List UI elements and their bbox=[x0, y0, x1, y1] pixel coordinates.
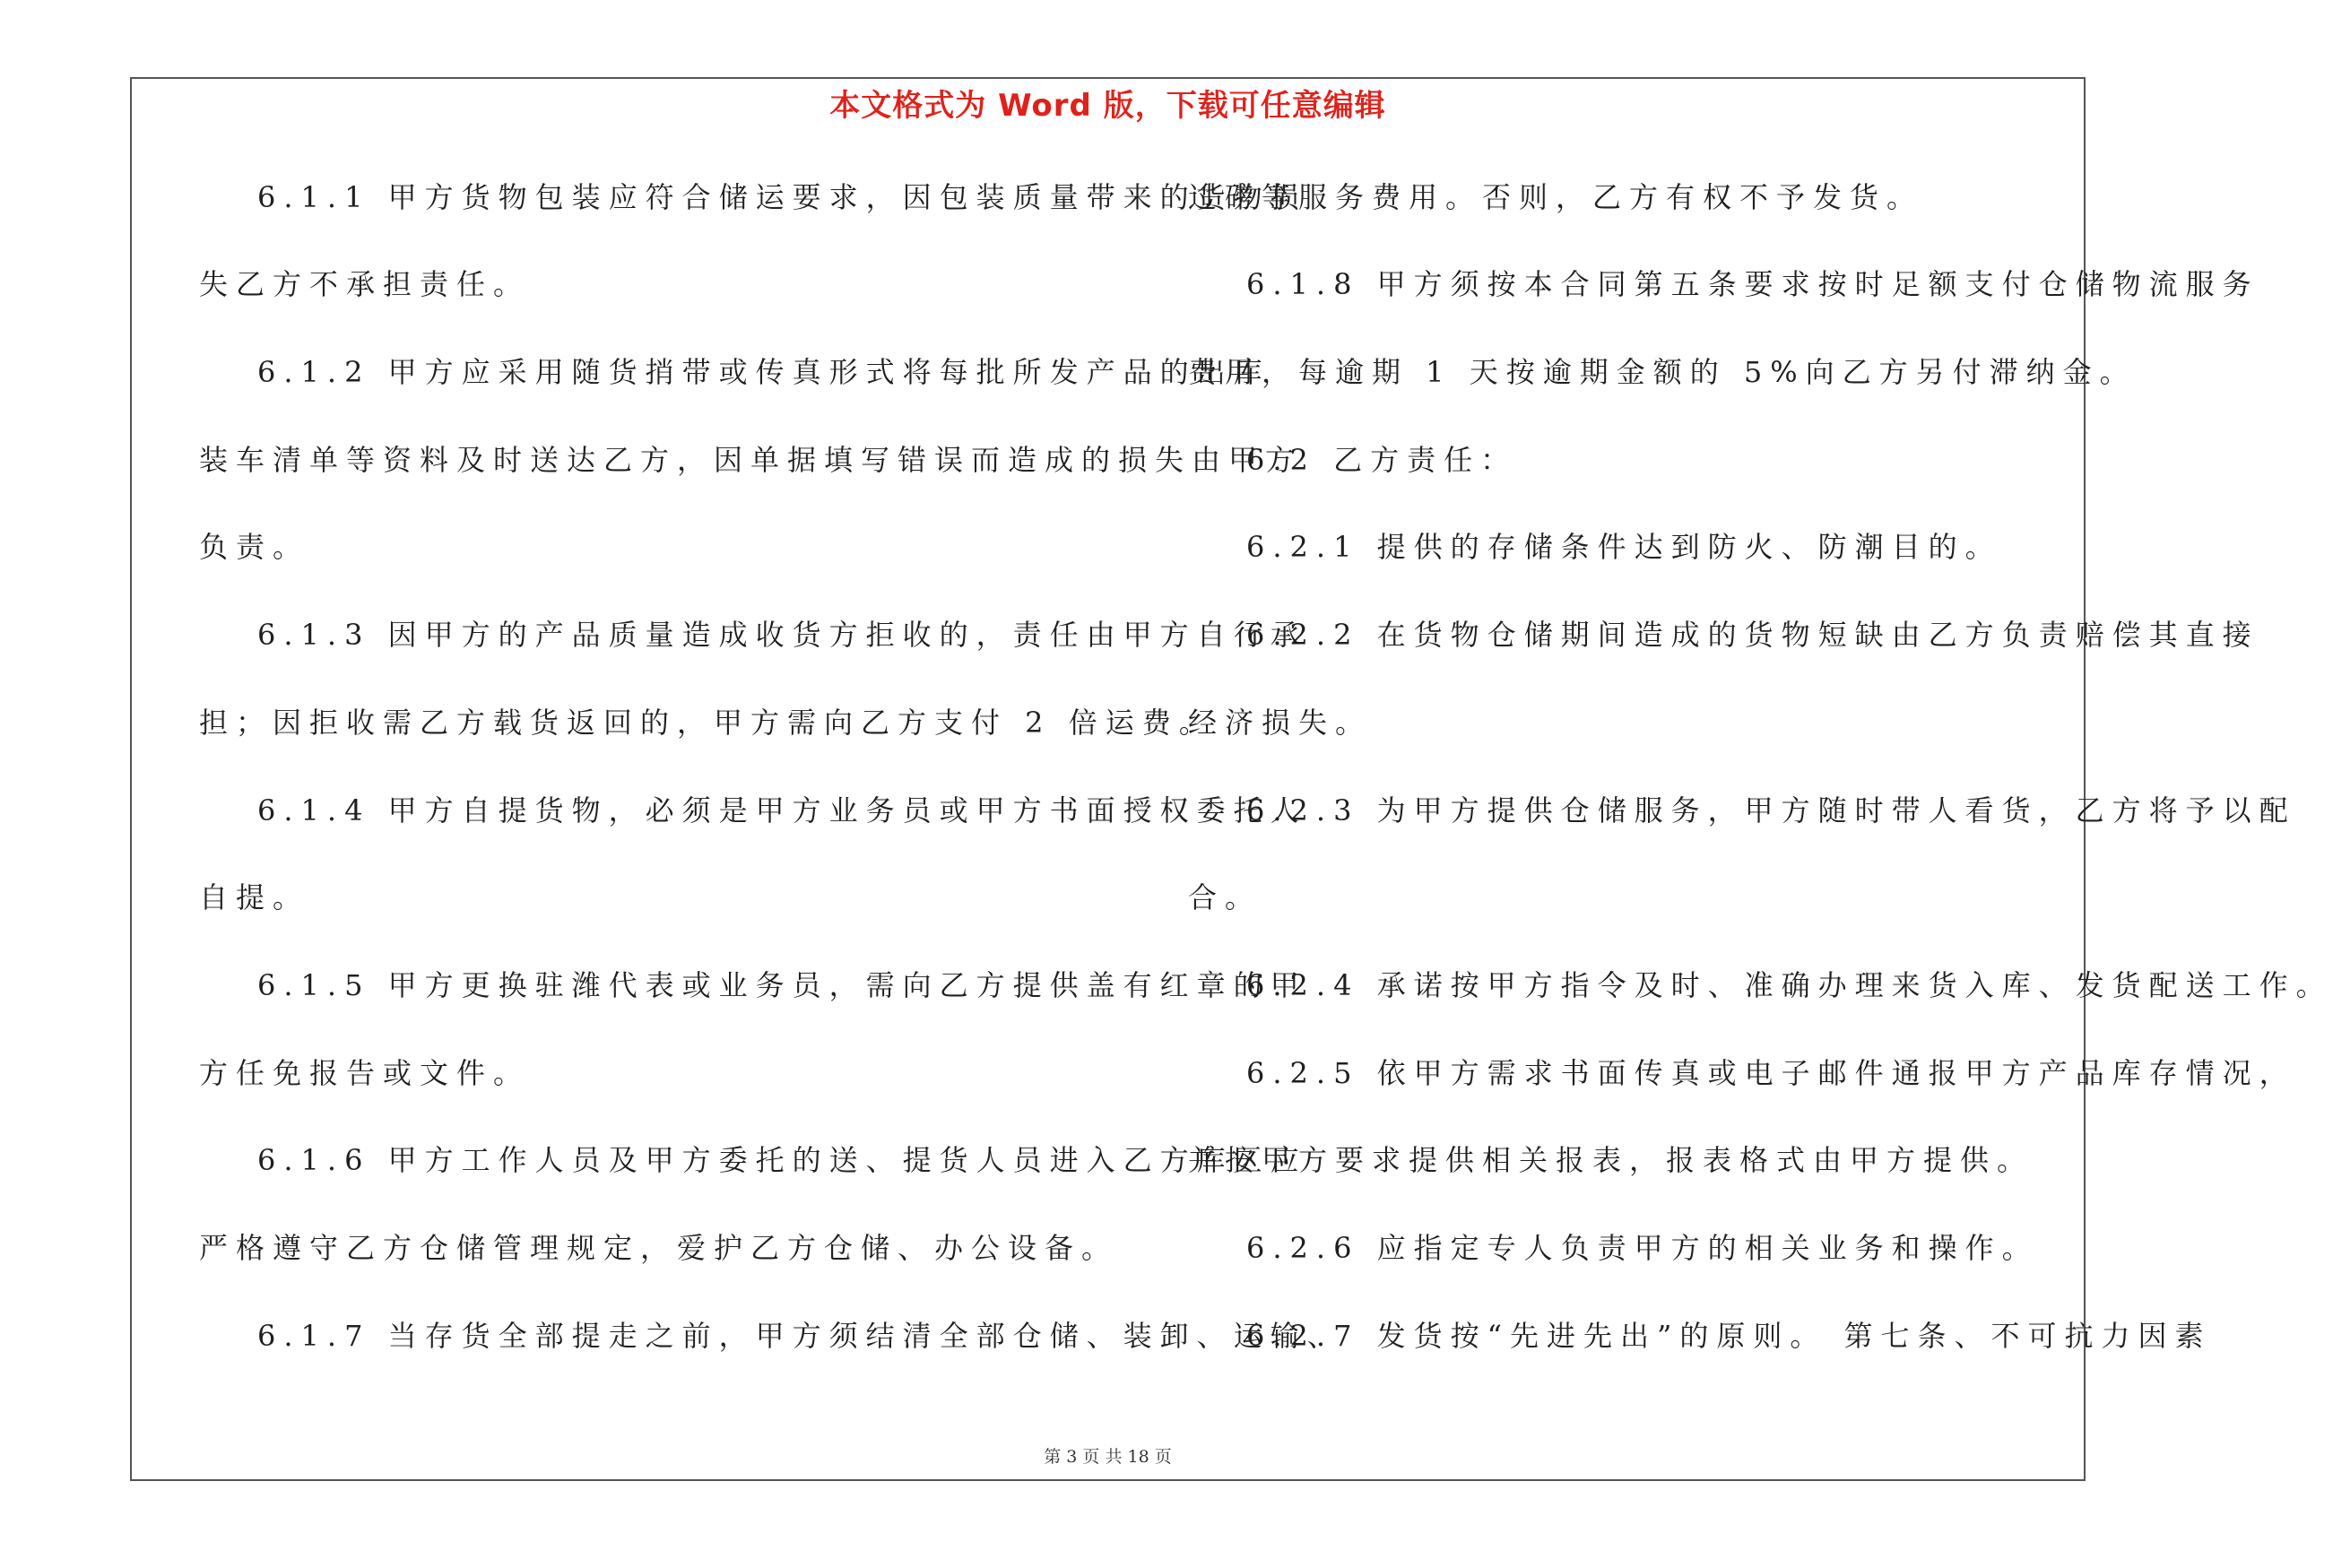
paragraph-line: 过磅等服务费用。否则，乙方有权不予发货。 bbox=[1188, 180, 1924, 214]
paragraph-line: 6.2 乙方责任： bbox=[1246, 443, 1518, 477]
paragraph-line: 经济损失。 bbox=[1188, 706, 1373, 740]
paragraph-line: 装车清单等资料及时送达乙方，因单据填写错误而造成的损失由甲方 bbox=[199, 443, 1303, 477]
paragraph-line: 费用，每逾期 1 天按逾期金额的 5%向乙方另付滞纳金。 bbox=[1188, 355, 2137, 389]
paragraph-line: 6.2.1 提供的存储条件达到防火、防潮目的。 bbox=[1246, 530, 2002, 564]
paragraph-line: 6.2.5 依甲方需求书面传真或电子邮件通报甲方产品库存情况， bbox=[1246, 1056, 2296, 1090]
page-number: 第 3 页 共 18 页 bbox=[1044, 1447, 1172, 1467]
paragraph-line: 合。 bbox=[1188, 880, 1262, 914]
paragraph-line: 并按甲方要求提供相关报表，报表格式由甲方提供。 bbox=[1188, 1143, 2034, 1177]
paragraph-line: 方任免报告或文件。 bbox=[199, 1056, 531, 1090]
paragraph-line: 6.1.7 当存货全部提走之前，甲方须结清全部仓储、装卸、运输、 bbox=[257, 1319, 1344, 1353]
paragraph-line: 6.1.3 因甲方的产品质量造成收货方拒收的，责任由甲方自行承 bbox=[257, 618, 1307, 652]
paragraph-line: 失乙方不承担责任。 bbox=[199, 267, 531, 301]
paragraph-line: 6.1.6 甲方工作人员及甲方委托的送、提货人员进入乙方库区应 bbox=[257, 1143, 1307, 1177]
paragraph-line: 6.1.4 甲方自提货物，必须是甲方业务员或甲方书面授权委托人 bbox=[257, 793, 1307, 827]
paragraph-line: 负责。 bbox=[199, 530, 310, 564]
paragraph-line: 6.1.2 甲方应采用随货捎带或传真形式将每批所发产品的出库 bbox=[257, 355, 1271, 389]
paragraph-line: 6.2.3 为甲方提供仓储服务，甲方随时带人看货，乙方将予以配 bbox=[1246, 793, 2296, 827]
paragraph-line: 担；因拒收需乙方载货返回的，甲方需向乙方支付 2 倍运费。 bbox=[199, 706, 1216, 740]
paragraph-line: 6.1.8 甲方须按本合同第五条要求按时足额支付仓储物流服务 bbox=[1246, 267, 2259, 301]
page-banner: 本文格式为 Word 版，下载可任意编辑 bbox=[829, 88, 1386, 124]
paragraph-line: 6.2.4 承诺按甲方指令及时、准确办理来货入库、发货配送工作。 bbox=[1246, 968, 2333, 1002]
paragraph-line: 严格遵守乙方仓储管理规定，爱护乙方仓储、办公设备。 bbox=[199, 1231, 1119, 1265]
paragraph-line: 6.2.7 发货按“先进先出”的原则。 第七条、不可抗力因素 bbox=[1246, 1319, 2212, 1353]
paragraph-line: 6.1.1 甲方货物包装应符合储运要求，因包装质量带来的货物损 bbox=[257, 180, 1307, 214]
paragraph-line: 自提。 bbox=[199, 880, 310, 914]
paragraph-line: 6.2.2 在货物仓储期间造成的货物短缺由乙方负责赔偿其直接 bbox=[1246, 618, 2259, 652]
paragraph-line: 6.1.5 甲方更换驻潍代表或业务员，需向乙方提供盖有红章的甲 bbox=[257, 968, 1307, 1002]
paragraph-line: 6.2.6 应指定专人负责甲方的相关业务和操作。 bbox=[1246, 1231, 2039, 1265]
